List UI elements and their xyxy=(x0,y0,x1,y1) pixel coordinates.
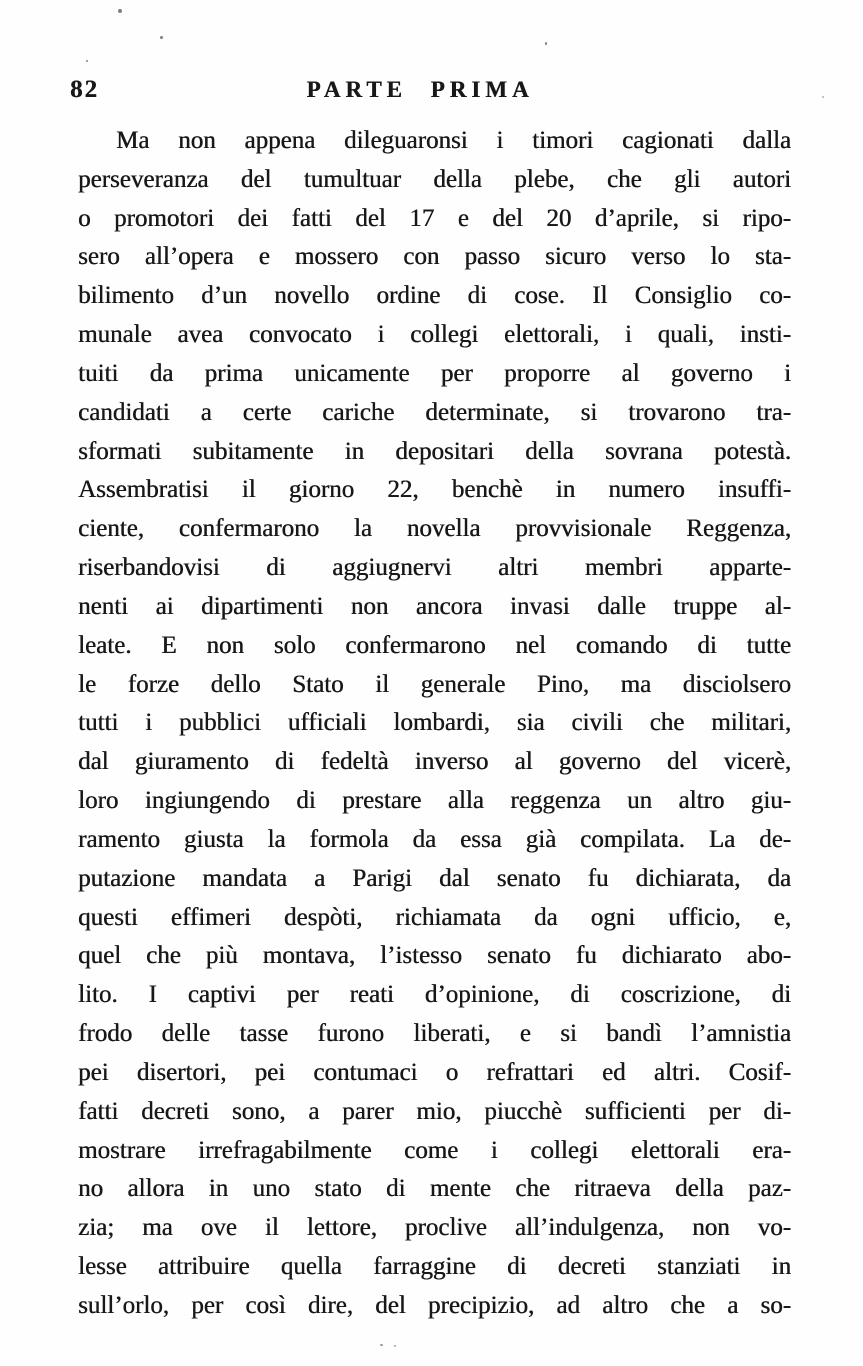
text-line: le forze dello Stato il generale Pino, ma disciolsero xyxy=(78,670,791,698)
text-line: perseveranza del tumultuar della plebe, che gli autori xyxy=(78,165,791,193)
text-line: sero all’opera e mossero con passo sicuro verso lo sta- xyxy=(78,243,791,271)
scan-speck xyxy=(160,36,163,39)
text-line: lito. I captivi per reati d’opinione, di coscrizione, di xyxy=(78,981,791,1009)
text-line: o promotori dei fatti del 17 e del 20 d’aprile, si ripo- xyxy=(78,204,791,232)
scan-speck xyxy=(545,42,547,45)
text-line: ciente, confermarono la novella provvisionale Reggenza, xyxy=(78,515,791,543)
text-line: no allora in uno stato di mente che ritraeva della paz- xyxy=(78,1175,791,1203)
text-line: munale avea convocato i collegi elettorali, i quali, insti- xyxy=(78,321,791,349)
text-line: candidati a certe cariche determinate, si trovarono tra- xyxy=(78,398,791,426)
text-line: ramento giusta la formola da essa già compilata. La de- xyxy=(78,825,791,853)
text-line: lesse attribuire quella farraggine di decreti stanziati in xyxy=(78,1253,791,1281)
text-line: bilimento d’un novello ordine di cose. Il Consiglio co- xyxy=(78,282,791,310)
text-line: leate. E non solo confermarono nel comando di tutte xyxy=(78,631,791,659)
text-line: pei disertori, pei contumaci o refrattari ed altri. Cosif- xyxy=(78,1058,791,1086)
text-line: mostrare irrefragabilmente come i collegi elettorali era- xyxy=(78,1136,791,1164)
text-line: riserbandovisi di aggiugnervi altri membri apparte- xyxy=(78,554,791,582)
text-line: nenti ai dipartimenti non ancora invasi dalle truppe al- xyxy=(78,592,791,620)
text-line: zia; ma ove il lettore, proclive all’indulgenza, non vo- xyxy=(78,1214,791,1242)
text-line: frodo delle tasse furono liberati, e si bandì l’amnistia xyxy=(78,1020,791,1048)
scan-speck xyxy=(118,9,122,13)
text-line: tutti i pubblici ufficiali lombardi, sia civili che militari, xyxy=(78,709,791,737)
page-number: 82 xyxy=(70,76,99,103)
scan-speck xyxy=(394,1345,396,1347)
text-line: Ma non appena dileguaronsi i timori cagionati dalla xyxy=(116,127,791,154)
text-line: fatti decreti sono, a parer mio, piucchè sufficienti per di- xyxy=(78,1097,791,1125)
text-line: sformati subitamente in depositari della sovrana potestà. xyxy=(78,437,791,465)
body-text xyxy=(78,122,791,1326)
text-line: questi effimeri despòti, richiamata da ogni ufficio, e, xyxy=(78,903,791,931)
text-line: Assembratisi il giorno 22, benchè in numero insuffi- xyxy=(78,476,791,504)
text-line: dal giuramento di fedeltà inverso al governo del vicerè, xyxy=(78,748,791,776)
text-line: sull’orlo, per così dire, del precipizio, ad altro che a so- xyxy=(78,1291,791,1319)
running-header: PARTE PRIMA xyxy=(306,77,534,102)
scan-speck xyxy=(380,1344,383,1346)
scan-speck xyxy=(86,60,88,62)
page-header xyxy=(0,76,863,108)
text-line: quel che più montava, l’istesso senato fu dichiarato abo- xyxy=(78,942,791,970)
text-line: tuiti da prima unicamente per proporre al governo i xyxy=(78,359,791,387)
text-line: putazione mandata a Parigi dal senato fu dichiarata, da xyxy=(78,864,791,892)
text-line: loro ingiungendo di prestare alla reggenza un altro giu- xyxy=(78,787,791,815)
